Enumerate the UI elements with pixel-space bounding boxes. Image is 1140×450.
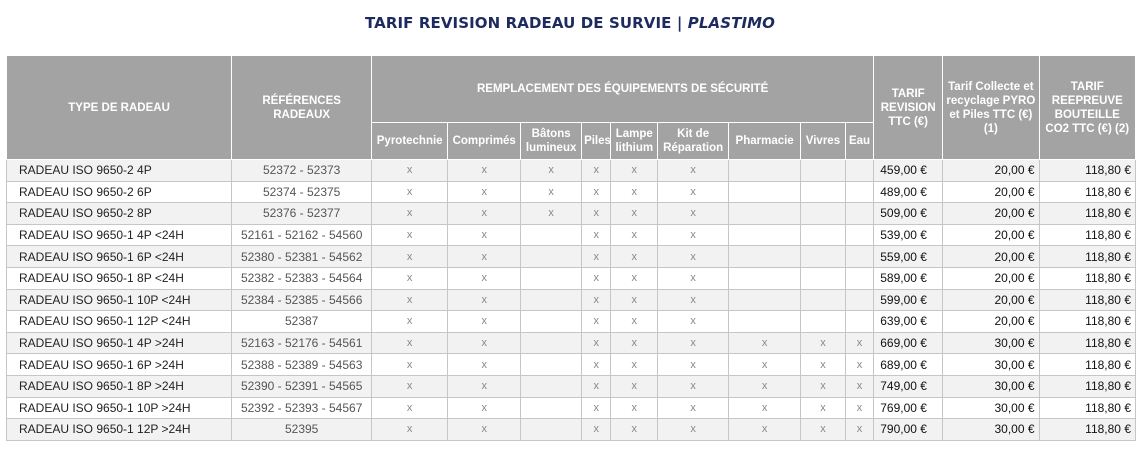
cell-equipment-mark: x — [729, 397, 801, 419]
cell-collecte-price: 30,00 € — [943, 354, 1039, 376]
cell-collecte-price: 20,00 € — [943, 267, 1039, 289]
cell-equipment-mark: x — [372, 224, 448, 246]
table-row — [7, 246, 1136, 268]
cell-collecte-price: 20,00 € — [943, 203, 1039, 225]
cell-equipment-mark — [845, 224, 873, 246]
cell-reepreuve-price: 118,80 € — [1039, 203, 1135, 225]
cell-equipment-mark — [801, 289, 846, 311]
cell-references: 52161 - 52162 - 54560 — [232, 224, 372, 246]
cell-revision-price: 790,00 € — [874, 419, 943, 441]
cell-equipment-mark: x — [729, 419, 801, 441]
cell-references: 52380 - 52381 - 54562 — [232, 246, 372, 268]
header-vivres: Vivres — [801, 123, 846, 160]
cell-equipment-mark — [845, 311, 873, 333]
cell-equipment-mark: x — [658, 397, 729, 419]
cell-reepreuve-price: 118,80 € — [1039, 397, 1135, 419]
header-equipment-group: REMPLACEMENT DES ÉQUIPEMENTS DE SÉCURITÉ — [372, 56, 874, 123]
cell-type: RADEAU ISO 9650-1 6P >24H — [7, 354, 232, 376]
header-collecte: Tarif Collecte et recyclage PYRO et Piles TTC (€) (1) — [943, 56, 1039, 160]
cell-revision-price: 589,00 € — [874, 267, 943, 289]
cell-equipment-mark: x — [372, 354, 448, 376]
cell-equipment-mark: x — [611, 224, 658, 246]
cell-equipment-mark — [845, 181, 873, 203]
cell-equipment-mark — [845, 289, 873, 311]
cell-collecte-price: 20,00 € — [943, 160, 1039, 182]
header-eau: Eau — [845, 123, 873, 160]
header-revision: TARIF REVISION TTC (€) — [874, 56, 943, 160]
cell-equipment-mark: x — [372, 160, 448, 182]
cell-revision-price: 459,00 € — [874, 160, 943, 182]
cell-equipment-mark — [729, 181, 801, 203]
cell-equipment-mark: x — [611, 246, 658, 268]
cell-collecte-price: 30,00 € — [943, 332, 1039, 354]
cell-equipment-mark: x — [658, 160, 729, 182]
cell-equipment-mark: x — [611, 203, 658, 225]
cell-type: RADEAU ISO 9650-1 4P >24H — [7, 332, 232, 354]
cell-collecte-price: 20,00 € — [943, 224, 1039, 246]
cell-equipment-mark: x — [582, 160, 611, 182]
cell-equipment-mark — [801, 181, 846, 203]
table-row — [7, 160, 1136, 182]
table-row — [7, 311, 1136, 333]
cell-equipment-mark: x — [845, 419, 873, 441]
cell-equipment-mark: x — [801, 375, 846, 397]
cell-reepreuve-price: 118,80 € — [1039, 311, 1135, 333]
cell-type: RADEAU ISO 9650-1 12P >24H — [7, 419, 232, 441]
cell-type: RADEAU ISO 9650-2 8P — [7, 203, 232, 225]
cell-equipment-mark — [521, 397, 582, 419]
cell-equipment-mark: x — [801, 332, 846, 354]
cell-equipment-mark: x — [372, 311, 448, 333]
cell-type: RADEAU ISO 9650-1 4P <24H — [7, 224, 232, 246]
cell-equipment-mark: x — [845, 375, 873, 397]
cell-equipment-mark: x — [521, 181, 582, 203]
cell-equipment-mark — [729, 267, 801, 289]
cell-equipment-mark: x — [729, 354, 801, 376]
cell-equipment-mark: x — [448, 397, 521, 419]
cell-collecte-price: 30,00 € — [943, 397, 1039, 419]
cell-references: 52372 - 52373 — [232, 160, 372, 182]
cell-equipment-mark: x — [582, 267, 611, 289]
header-comprimes: Comprimés — [448, 123, 521, 160]
cell-equipment-mark: x — [448, 267, 521, 289]
cell-equipment-mark: x — [448, 246, 521, 268]
cell-equipment-mark: x — [729, 375, 801, 397]
cell-equipment-mark: x — [448, 224, 521, 246]
cell-equipment-mark: x — [611, 375, 658, 397]
cell-equipment-mark — [521, 419, 582, 441]
cell-equipment-mark: x — [582, 311, 611, 333]
cell-collecte-price: 20,00 € — [943, 246, 1039, 268]
cell-collecte-price: 20,00 € — [943, 181, 1039, 203]
cell-equipment-mark: x — [372, 203, 448, 225]
cell-revision-price: 509,00 € — [874, 203, 943, 225]
cell-equipment-mark: x — [582, 203, 611, 225]
cell-equipment-mark: x — [611, 397, 658, 419]
cell-equipment-mark: x — [658, 267, 729, 289]
cell-equipment-mark: x — [611, 311, 658, 333]
cell-equipment-mark: x — [448, 203, 521, 225]
cell-equipment-mark: x — [611, 354, 658, 376]
cell-revision-price: 539,00 € — [874, 224, 943, 246]
cell-references: 52392 - 52393 - 54567 — [232, 397, 372, 419]
cell-equipment-mark: x — [658, 246, 729, 268]
table-row — [7, 289, 1136, 311]
cell-reepreuve-price: 118,80 € — [1039, 181, 1135, 203]
cell-equipment-mark — [521, 224, 582, 246]
cell-reepreuve-price: 118,80 € — [1039, 267, 1135, 289]
cell-equipment-mark — [845, 160, 873, 182]
cell-revision-price: 749,00 € — [874, 375, 943, 397]
cell-equipment-mark: x — [801, 354, 846, 376]
table-row — [7, 267, 1136, 289]
cell-equipment-mark: x — [372, 419, 448, 441]
cell-equipment-mark: x — [372, 289, 448, 311]
cell-type: RADEAU ISO 9650-1 10P >24H — [7, 397, 232, 419]
cell-equipment-mark: x — [372, 246, 448, 268]
header-lampe-lithium: Lampe lithium — [611, 123, 658, 160]
cell-equipment-mark: x — [448, 332, 521, 354]
brand-name: PLASTIMO — [687, 14, 776, 32]
cell-collecte-price: 20,00 € — [943, 311, 1039, 333]
header-pyrotechnie: Pyrotechnie — [372, 123, 448, 160]
table-row — [7, 332, 1136, 354]
cell-equipment-mark: x — [582, 246, 611, 268]
cell-equipment-mark: x — [372, 181, 448, 203]
cell-equipment-mark: x — [582, 354, 611, 376]
cell-equipment-mark — [801, 203, 846, 225]
cell-equipment-mark — [729, 224, 801, 246]
cell-equipment-mark: x — [372, 375, 448, 397]
cell-equipment-mark: x — [448, 311, 521, 333]
cell-reepreuve-price: 118,80 € — [1039, 332, 1135, 354]
cell-equipment-mark: x — [582, 419, 611, 441]
cell-equipment-mark — [801, 246, 846, 268]
cell-equipment-mark: x — [372, 397, 448, 419]
cell-equipment-mark: x — [611, 181, 658, 203]
cell-equipment-mark — [801, 311, 846, 333]
cell-equipment-mark: x — [582, 375, 611, 397]
cell-equipment-mark — [801, 224, 846, 246]
cell-equipment-mark: x — [448, 354, 521, 376]
cell-equipment-mark: x — [658, 181, 729, 203]
table-row — [7, 224, 1136, 246]
cell-type: RADEAU ISO 9650-1 6P <24H — [7, 246, 232, 268]
cell-equipment-mark — [845, 267, 873, 289]
header-kit-reparation: Kit de Réparation — [658, 123, 729, 160]
cell-collecte-price: 20,00 € — [943, 289, 1039, 311]
cell-revision-price: 669,00 € — [874, 332, 943, 354]
cell-equipment-mark: x — [658, 419, 729, 441]
cell-equipment-mark — [801, 267, 846, 289]
page-title — [0, 14, 1140, 32]
tariff-table — [6, 55, 1136, 441]
cell-equipment-mark: x — [582, 224, 611, 246]
cell-equipment-mark — [729, 203, 801, 225]
cell-type: RADEAU ISO 9650-1 12P <24H — [7, 311, 232, 333]
cell-equipment-mark: x — [658, 332, 729, 354]
cell-equipment-mark: x — [845, 397, 873, 419]
header-reepreuve: TARIF REEPREUVE BOUTEILLE CO2 TTC (€) (2) — [1039, 56, 1135, 160]
cell-equipment-mark — [521, 332, 582, 354]
cell-references: 52395 — [232, 419, 372, 441]
cell-equipment-mark: x — [611, 267, 658, 289]
cell-equipment-mark: x — [582, 181, 611, 203]
cell-equipment-mark: x — [611, 332, 658, 354]
cell-equipment-mark: x — [448, 160, 521, 182]
table-row — [7, 375, 1136, 397]
cell-reepreuve-price: 118,80 € — [1039, 419, 1135, 441]
cell-equipment-mark: x — [845, 332, 873, 354]
cell-equipment-mark: x — [729, 332, 801, 354]
cell-equipment-mark: x — [521, 160, 582, 182]
cell-revision-price: 599,00 € — [874, 289, 943, 311]
cell-equipment-mark: x — [448, 419, 521, 441]
cell-equipment-mark: x — [658, 311, 729, 333]
cell-equipment-mark: x — [582, 289, 611, 311]
cell-type: RADEAU ISO 9650-1 8P <24H — [7, 267, 232, 289]
cell-type: RADEAU ISO 9650-2 4P — [7, 160, 232, 182]
cell-collecte-price: 30,00 € — [943, 375, 1039, 397]
header-piles: Piles — [582, 123, 611, 160]
cell-references: 52390 - 52391 - 54565 — [232, 375, 372, 397]
cell-reepreuve-price: 118,80 € — [1039, 246, 1135, 268]
table-row — [7, 203, 1136, 225]
cell-equipment-mark — [729, 246, 801, 268]
cell-type: RADEAU ISO 9650-2 6P — [7, 181, 232, 203]
cell-equipment-mark — [521, 246, 582, 268]
cell-equipment-mark: x — [658, 203, 729, 225]
cell-equipment-mark — [729, 289, 801, 311]
cell-equipment-mark — [521, 289, 582, 311]
cell-equipment-mark: x — [658, 289, 729, 311]
cell-reepreuve-price: 118,80 € — [1039, 160, 1135, 182]
cell-reepreuve-price: 118,80 € — [1039, 354, 1135, 376]
cell-references: 52388 - 52389 - 54563 — [232, 354, 372, 376]
cell-references: 52163 - 52176 - 54561 — [232, 332, 372, 354]
table-row — [7, 397, 1136, 419]
cell-equipment-mark: x — [582, 397, 611, 419]
cell-equipment-mark — [521, 311, 582, 333]
header-type: TYPE DE RADEAU — [7, 56, 232, 160]
cell-equipment-mark: x — [372, 332, 448, 354]
cell-equipment-mark: x — [582, 332, 611, 354]
cell-equipment-mark — [521, 267, 582, 289]
cell-collecte-price: 30,00 € — [943, 419, 1039, 441]
cell-references: 52387 — [232, 311, 372, 333]
header-pharmacie: Pharmacie — [729, 123, 801, 160]
title-text: TARIF REVISION RADEAU DE SURVIE | — [364, 14, 683, 32]
cell-revision-price: 489,00 € — [874, 181, 943, 203]
table-row — [7, 354, 1136, 376]
cell-equipment-mark — [845, 203, 873, 225]
cell-equipment-mark — [729, 160, 801, 182]
cell-equipment-mark: x — [448, 375, 521, 397]
cell-references: 52382 - 52383 - 54564 — [232, 267, 372, 289]
cell-revision-price: 769,00 € — [874, 397, 943, 419]
cell-equipment-mark: x — [372, 267, 448, 289]
cell-equipment-mark: x — [658, 224, 729, 246]
cell-equipment-mark: x — [448, 289, 521, 311]
header-references: RÉFÉRENCES RADEAUX — [232, 56, 372, 160]
cell-reepreuve-price: 118,80 € — [1039, 289, 1135, 311]
cell-revision-price: 559,00 € — [874, 246, 943, 268]
cell-equipment-mark: x — [801, 397, 846, 419]
cell-equipment-mark — [801, 160, 846, 182]
table-body — [7, 160, 1136, 441]
cell-reepreuve-price: 118,80 € — [1039, 224, 1135, 246]
cell-equipment-mark: x — [611, 289, 658, 311]
cell-revision-price: 639,00 € — [874, 311, 943, 333]
cell-revision-price: 689,00 € — [874, 354, 943, 376]
cell-type: RADEAU ISO 9650-1 10P <24H — [7, 289, 232, 311]
cell-equipment-mark: x — [658, 375, 729, 397]
cell-equipment-mark: x — [658, 354, 729, 376]
cell-equipment-mark: x — [845, 354, 873, 376]
cell-equipment-mark: x — [801, 419, 846, 441]
table-row — [7, 181, 1136, 203]
cell-references: 52376 - 52377 — [232, 203, 372, 225]
cell-reepreuve-price: 118,80 € — [1039, 375, 1135, 397]
cell-references: 52374 - 52375 — [232, 181, 372, 203]
cell-type: RADEAU ISO 9650-1 8P >24H — [7, 375, 232, 397]
cell-equipment-mark: x — [611, 419, 658, 441]
cell-equipment-mark — [521, 354, 582, 376]
header-row-1 — [7, 56, 1136, 123]
cell-equipment-mark: x — [611, 160, 658, 182]
cell-equipment-mark — [521, 375, 582, 397]
cell-equipment-mark: x — [448, 181, 521, 203]
cell-equipment-mark — [845, 246, 873, 268]
header-batons-lumineux: Bâtons lumineux — [521, 123, 582, 160]
table-row — [7, 419, 1136, 441]
cell-equipment-mark: x — [521, 203, 582, 225]
cell-references: 52384 - 52385 - 54566 — [232, 289, 372, 311]
cell-equipment-mark — [729, 311, 801, 333]
